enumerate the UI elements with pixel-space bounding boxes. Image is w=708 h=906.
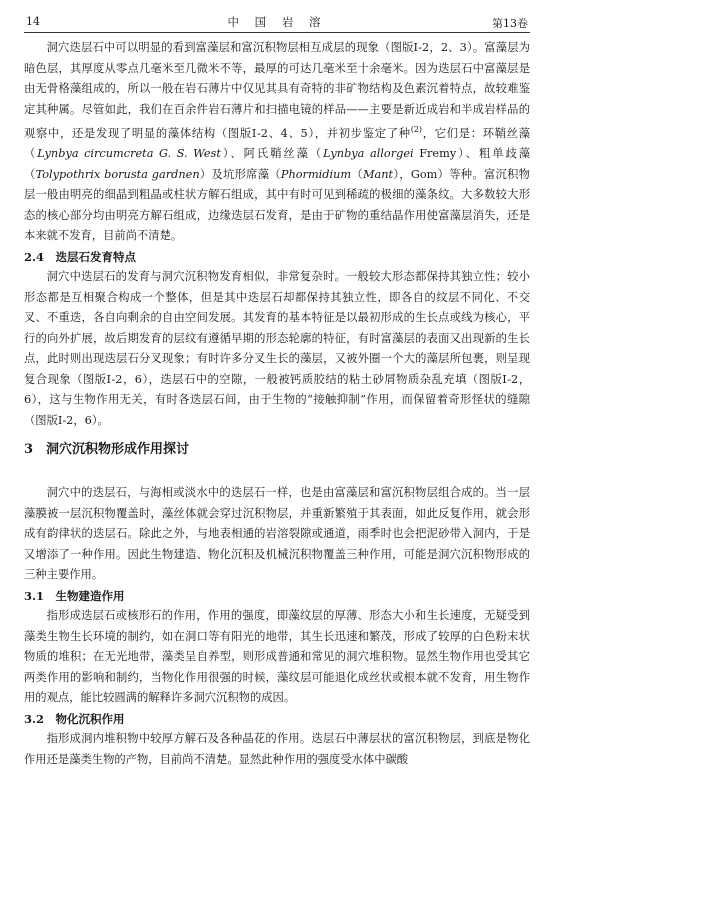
journal-title: 中 国 岩 溶 [227, 15, 327, 29]
page-number: 14 [26, 15, 40, 28]
species-name: Lynbya circumcreta G. S. West [37, 147, 221, 161]
paragraph-stromatolite-layers: 洞穴迭层石中可以明显的看到富藻层和富沉积物层相互成层的现象（图版Ⅰ-2，2、3）。富藻层为暗色层，其厚度从零点几毫米至几微米不等，最厚的可达几毫米至十余毫米。因为迭层石中富藻层是由无骨格藻组成的，所以一般在岩石薄片中仅见其具有奇特的非矿物结构及色素沉着特点，故较难鉴定其种属。尽管如此，我们在百余件岩石薄片和扫描电镜的样品——主要是新近成岩和半成岩样品的观察中，还是发现了明显的藻体结构（图版Ⅰ-2、4、5），并初步鉴定了种$^{(2)}$，它们是：环鞘丝藻（Lynbya circumcreta G. S. West）、阿氏鞘丝藻（Lynbya allorgei Fremy）、粗单歧藻（Tolypothrix borusta gardnen）及坑形席藻（Phormidium（Mant），Gom）等种。富沉积物层一般由明亮的细晶到粗晶或柱状方解石组成，其中有时可见到稀疏的极细的藻条纹。大多数较大形态的核心部分均由明亮方解石组成，边缘迭层石发育，是由于矿物的重结晶作用使富藻层消失，还是本来就不发育，目前尚不清楚。 [24, 41, 530, 243]
species-name: Tolypothrix borusta gardnen [35, 167, 200, 181]
section-heading-2-4: 2.4 迭层石发育特点 [24, 249, 137, 264]
species-name: Lynbya allorgei [323, 147, 414, 161]
citation-ref: (2) [410, 125, 423, 134]
species-author: Mant [362, 167, 394, 181]
section-heading-3: 3 洞穴沉积物形成作用探讨 [24, 442, 190, 458]
paragraph-physicochemical: 指形成洞内堆积物中较厚方解石及各种晶花的作用。迭层石中薄层状的富沉积物层，到底是物化作用还是藻类生物的产物，目前尚不清楚。显然此种作用的强度受水体中碳酸 [24, 732, 530, 766]
running-header [24, 14, 530, 33]
section-heading-3-2: 3.2 物化沉积作用 [24, 711, 125, 726]
paragraph-biological: 指形成迭层石或核形石的作用，作用的强度，即藻纹层的厚薄、形态大小和生长速度，无疑受到藻类生物生长环境的制约，如在洞口等有阳光的地带，其生长迅速和繁茂，形成了较厚的白色粉末状物质的堆积；在无光地带，藻类呈自养型，则形成普通和常见的洞穴堆积物。显然生物作用也受其它两类作用的影响和制约，当物化作用很强的时候，藻纹层可能退化成丝状或根本就不发育，用生物作用的观点，能比较圆满的解释许多洞穴沉积物的成因。 [24, 609, 530, 705]
paragraph-development: 洞穴中迭层石的发育与洞穴沉积物发育相似，非常复杂时。一般较大形态都保持其独立性；较小形态都是互相聚合构成一个整体，但是其中迭层石却都保持其独立性，即各自的纹层不同化、不交叉、不重迭，各自向剩余的自由空间发展。其发育的基本特征是以最初形成的生长点或线为核心，平行的向外扩展，故后期发育的层纹有遵循早期的形态轮廓的特征，有时富藻层的表面又出现新的生长点，此时则出现迭层石分叉现象；有时许多分叉生长的藻层，又被外圈一个大的藻层所包裹，则呈现复合现象（图版Ⅰ-2，6），迭层石中的空隙，一般被钙质胶结的粘土砂屑物质杂乱充填（图版Ⅰ-2，6），这与生物作用无关，有时各迭层石间，由于生物的“接触抑制”作用，而保留着奇形怪状的缝隙（图版Ⅰ-2，6）。 [24, 270, 530, 427]
section-heading-3-1: 3.1 生物建造作用 [24, 588, 125, 603]
paragraph-formation: 洞穴中的迭层石，与海相或淡水中的迭层石一样，也是由富藻层和富沉积物层组合成的。当一层藻膜被一层沉积物覆盖时，藻丝体就会穿过沉积物层，并重新繁殖于其表面，如此反复作用，就会形成有韵律状的迭层石。除此之外，与地表相通的岩溶裂隙或通道，雨季时也会把泥砂带入洞内，于是又增添了一种作用。因此生物建造、物化沉积及机械沉积物覆盖三种作用，可能是洞穴沉积物形成的三种主要作用。 [24, 486, 530, 582]
article-body [24, 38, 530, 770]
volume-label: 第13卷 [492, 17, 528, 30]
species-name: Phormidium [280, 167, 352, 181]
